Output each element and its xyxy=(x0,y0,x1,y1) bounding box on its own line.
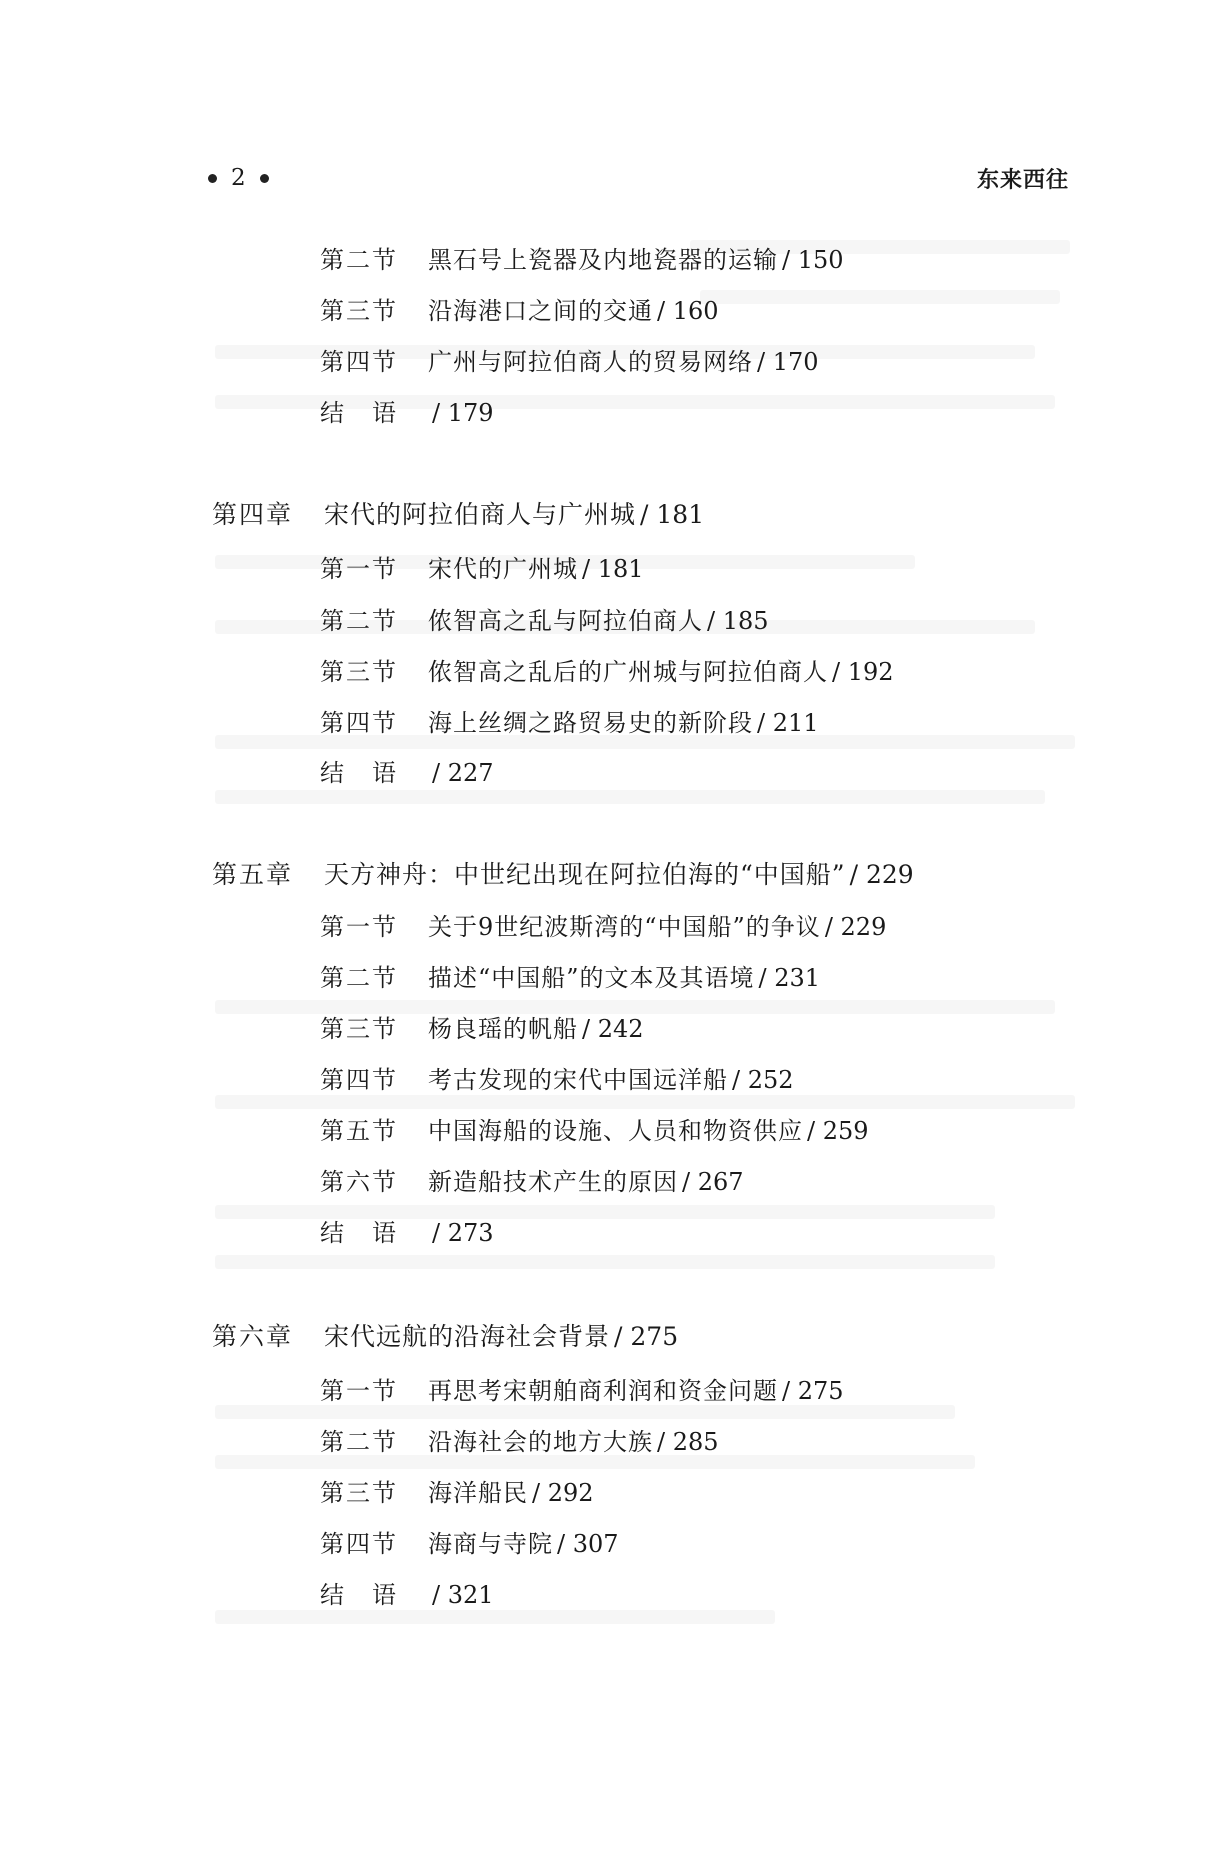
toc-title: 宋代的广州城 xyxy=(428,555,578,583)
toc-label: 结 语 xyxy=(320,1219,398,1247)
toc-page: / 242 xyxy=(582,1015,644,1043)
toc-title: 再思考宋朝舶商利润和资金问题 xyxy=(428,1377,778,1405)
toc-label: 第三节 xyxy=(320,297,398,325)
toc-title: 宋代的阿拉伯商人与广州城 xyxy=(324,500,637,529)
toc-page: / 227 xyxy=(432,759,494,787)
toc-title: 新造船技术产生的原因 xyxy=(428,1168,678,1196)
toc-label: 第三节 xyxy=(320,1015,398,1043)
toc-title: 侬智高之乱后的广州城与阿拉伯商人 xyxy=(428,658,828,686)
toc-label: 第四节 xyxy=(320,348,398,376)
toc-label: 第三节 xyxy=(320,658,398,686)
toc-entry xyxy=(320,291,719,326)
toc-page: / 275 xyxy=(614,1322,679,1351)
toc-entry xyxy=(320,393,494,428)
toc-title: 关于9世纪波斯湾的“中国船”的争议 xyxy=(428,913,821,941)
toc-page: / 179 xyxy=(432,399,494,427)
toc-page: / 229 xyxy=(824,913,887,941)
toc-title: 海上丝绸之路贸易史的新阶段 xyxy=(428,709,753,737)
toc-title: 沿海港口之间的交通 xyxy=(428,297,653,325)
toc-label: 结 语 xyxy=(320,759,398,787)
toc-title: 杨良瑶的帆船 xyxy=(428,1015,578,1043)
toc-label: 第六节 xyxy=(320,1168,398,1196)
toc-page: / 292 xyxy=(532,1479,594,1507)
toc-chapter xyxy=(212,495,704,531)
toc-label: 第一节 xyxy=(320,1377,398,1405)
toc-page: / 170 xyxy=(757,348,819,376)
toc-entry xyxy=(320,652,894,687)
bullet-dot-icon xyxy=(260,174,269,183)
toc-page: / 150 xyxy=(782,246,844,274)
toc-entry xyxy=(320,549,644,584)
toc-page: / 267 xyxy=(682,1168,744,1196)
toc-label: 第二节 xyxy=(320,964,398,992)
toc-label: 第四节 xyxy=(320,1066,398,1094)
toc-entry xyxy=(320,1111,869,1146)
toc-page: / 211 xyxy=(757,709,819,737)
toc-label: 第二节 xyxy=(320,1428,398,1456)
toc-entry xyxy=(320,1213,494,1248)
toc-entry xyxy=(320,753,494,788)
toc-entry xyxy=(320,1422,719,1457)
toc-title: 海商与寺院 xyxy=(428,1530,553,1558)
toc-entry xyxy=(320,703,819,738)
toc-title: 考古发现的宋代中国远洋船 xyxy=(428,1066,728,1094)
toc-entry xyxy=(320,1575,494,1610)
toc-page: / 307 xyxy=(557,1530,619,1558)
toc-entry xyxy=(320,1162,744,1197)
page-number: 2 xyxy=(231,165,246,191)
toc-page: / 229 xyxy=(849,860,914,889)
toc-page: / 273 xyxy=(432,1219,494,1247)
toc-entry xyxy=(320,1473,594,1508)
toc-title: 沿海社会的地方大族 xyxy=(428,1428,653,1456)
toc-entry xyxy=(320,907,886,942)
toc-title: 海洋船民 xyxy=(428,1479,528,1507)
toc-label: 第五章 xyxy=(212,860,294,889)
toc-label: 第四节 xyxy=(320,1530,398,1558)
toc-label: 第三节 xyxy=(320,1479,398,1507)
toc-page: / 181 xyxy=(640,500,705,529)
toc-title: 黑石号上瓷器及内地瓷器的运输 xyxy=(428,246,778,274)
toc-entry xyxy=(320,601,769,636)
running-header-book-title: 东来西往 xyxy=(976,167,1069,193)
toc-page: / 185 xyxy=(707,607,769,635)
running-header-page-number xyxy=(208,165,269,191)
toc-page: / 181 xyxy=(582,555,644,583)
toc-page: / 321 xyxy=(432,1581,494,1609)
toc-label: 第一节 xyxy=(320,555,398,583)
toc-entry xyxy=(320,1371,844,1406)
toc-page: / 275 xyxy=(782,1377,844,1405)
toc-entry xyxy=(320,1009,644,1044)
toc-title: 侬智高之乱与阿拉伯商人 xyxy=(428,607,703,635)
toc-label: 第二节 xyxy=(320,246,398,274)
toc-chapter xyxy=(212,855,914,891)
toc-entry xyxy=(320,1060,794,1095)
toc-label: 第四节 xyxy=(320,709,398,737)
toc-label: 第四章 xyxy=(212,500,294,529)
toc-entry xyxy=(320,958,820,993)
toc-entry xyxy=(320,342,819,377)
bullet-dot-icon xyxy=(208,174,217,183)
toc-title: 中国海船的设施、人员和物资供应 xyxy=(428,1117,803,1145)
toc-label: 结 语 xyxy=(320,1581,398,1609)
toc-entry xyxy=(320,240,844,275)
toc-label: 第二节 xyxy=(320,607,398,635)
toc-title: 广州与阿拉伯商人的贸易网络 xyxy=(428,348,753,376)
toc-title: 宋代远航的沿海社会背景 xyxy=(324,1322,611,1351)
toc-page: / 259 xyxy=(807,1117,869,1145)
toc-page: / 252 xyxy=(732,1066,794,1094)
toc-label: 第一节 xyxy=(320,913,398,941)
toc-chapter xyxy=(212,1317,678,1353)
toc-page: / 192 xyxy=(832,658,894,686)
toc-label: 结 语 xyxy=(320,399,398,427)
toc-entry xyxy=(320,1524,619,1559)
toc-title: 描述“中国船”的文本及其语境 xyxy=(428,964,755,992)
toc-title: 天方神舟：中世纪出现在阿拉伯海的“中国船” xyxy=(324,860,846,889)
toc-label: 第五节 xyxy=(320,1117,398,1145)
toc-page: / 160 xyxy=(657,297,719,325)
toc-page: / 231 xyxy=(758,964,821,992)
toc-page: / 285 xyxy=(657,1428,719,1456)
toc-label: 第六章 xyxy=(212,1322,294,1351)
